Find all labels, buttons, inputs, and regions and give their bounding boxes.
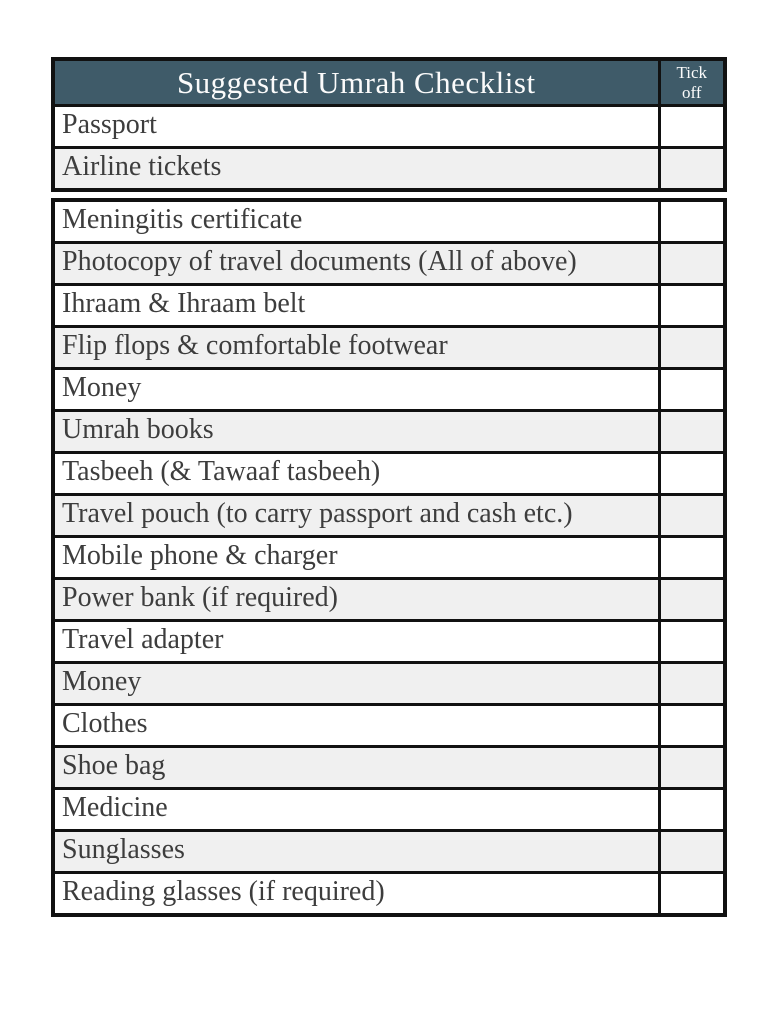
checklist-item-label: Meningitis certificate [53,200,659,243]
checklist-item-label: Umrah books [53,411,659,453]
checklist-item-label: Mobile phone & charger [53,537,659,579]
checklist-item-label: Money [53,369,659,411]
checklist-item-label: Sunglasses [53,831,659,873]
checklist-item-label: Clothes [53,705,659,747]
tick-checkbox-cell[interactable] [659,621,725,663]
table-row [53,663,725,705]
table-row [53,369,725,411]
table-row [53,285,725,327]
table-title: Suggested Umrah Checklist [53,59,659,106]
checklist-rows-top [53,106,725,191]
table-row [53,453,725,495]
checklist-item-label: Travel pouch (to carry passport and cash etc.) [53,495,659,537]
checklist-item-label: Passport [53,106,659,148]
tick-checkbox-cell[interactable] [659,148,725,191]
checklist-item-label: Photocopy of travel documents (All of above) [53,243,659,285]
table-row [53,705,725,747]
tick-checkbox-cell[interactable] [659,705,725,747]
tick-checkbox-cell[interactable] [659,789,725,831]
table-row [53,495,725,537]
table-row [53,789,725,831]
table-row [53,621,725,663]
header-row [53,59,725,106]
tick-checkbox-cell[interactable] [659,537,725,579]
tick-checkbox-cell[interactable] [659,831,725,873]
tick-checkbox-cell[interactable] [659,747,725,789]
checklist-item-label: Shoe bag [53,747,659,789]
checklist-item-label: Airline tickets [53,148,659,191]
table-row [53,411,725,453]
tick-checkbox-cell[interactable] [659,579,725,621]
table-row [53,873,725,916]
tick-checkbox-cell[interactable] [659,369,725,411]
checklist-table-main [51,198,727,917]
table-row [53,200,725,243]
checklist-item-label: Medicine [53,789,659,831]
table-row [53,579,725,621]
tick-checkbox-cell[interactable] [659,873,725,916]
tick-checkbox-cell[interactable] [659,243,725,285]
tick-checkbox-cell[interactable] [659,285,725,327]
tick-checkbox-cell[interactable] [659,411,725,453]
checklist-item-label: Power bank (if required) [53,579,659,621]
table-row [53,747,725,789]
table-row [53,148,725,191]
table-row [53,243,725,285]
checklist-rows-main [53,200,725,915]
table-row [53,831,725,873]
tick-checkbox-cell[interactable] [659,200,725,243]
table-row [53,537,725,579]
tick-checkbox-cell[interactable] [659,106,725,148]
tick-off-header: Tick off [659,59,725,106]
checklist-item-label: Reading glasses (if required) [53,873,659,916]
checklist-item-label: Money [53,663,659,705]
tick-checkbox-cell[interactable] [659,495,725,537]
checklist-item-label: Travel adapter [53,621,659,663]
tick-checkbox-cell[interactable] [659,663,725,705]
tick-checkbox-cell[interactable] [659,327,725,369]
table-row [53,106,725,148]
checklist-table-top [51,57,727,192]
checklist-item-label: Ihraam & Ihraam belt [53,285,659,327]
checklist-item-label: Tasbeeh (& Tawaaf tasbeeh) [53,453,659,495]
table-row [53,327,725,369]
checklist-item-label: Flip flops & comfortable footwear [53,327,659,369]
tick-checkbox-cell[interactable] [659,453,725,495]
